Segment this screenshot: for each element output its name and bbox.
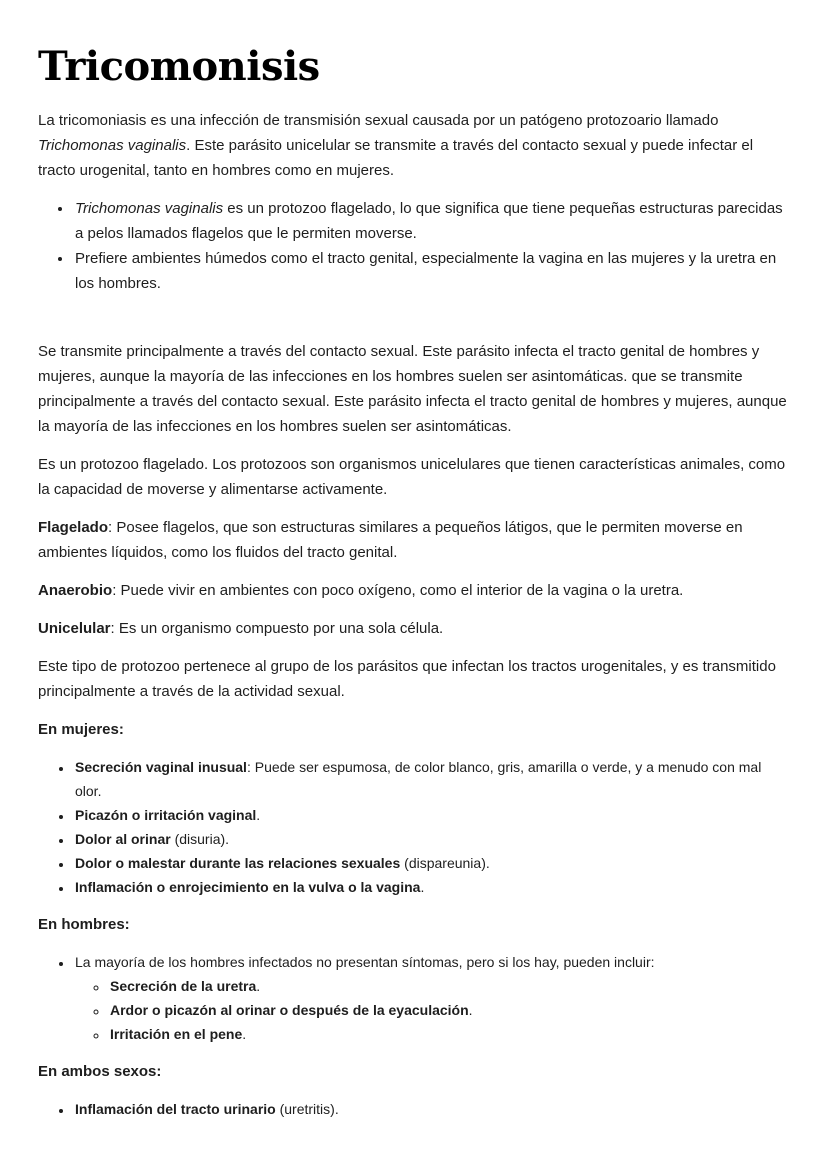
bullet-list bbox=[38, 950, 790, 1046]
text-run: Flagelado bbox=[38, 519, 109, 536]
text-run: : Puede ser espumosa, de color blanco, gris, amarilla o verde, y a menudo con mal olor. bbox=[75, 759, 762, 799]
text-run: La mayoría de los hombres infectados no presentan síntomas, pero si los hay, pueden incluir: bbox=[75, 954, 655, 970]
text-run: es un protozoo flagelado, lo que significa que tiene pequeñas estructuras parecidas a pelos llamados flagelos que le permiten moverse. bbox=[75, 200, 783, 242]
text-run: . Este parásito unicelular se transmite a través del contacto sexual y puede infectar el tracto urogenital, tanto en hombres como en mujeres. bbox=[38, 137, 754, 179]
paragraph bbox=[38, 654, 790, 704]
text-run: Unicelular bbox=[38, 620, 111, 637]
text-run: Dolor o malestar durante las relaciones sexuales bbox=[75, 855, 401, 871]
text-run: (disuria). bbox=[170, 831, 230, 847]
text-run: Irritación en el pene bbox=[110, 1026, 243, 1042]
text-run: En ambos sexos: bbox=[38, 1063, 162, 1080]
text-run: Trichomonas vaginalis bbox=[75, 200, 224, 217]
bullet-list bbox=[38, 755, 790, 899]
text-run: Picazón o irritación vaginal bbox=[75, 807, 257, 823]
text-run: Dolor al orinar bbox=[75, 831, 171, 847]
sub-list-item bbox=[108, 974, 790, 998]
text-run: (dispareunia). bbox=[400, 855, 490, 871]
text-run: Ardor o picazón al orinar o después de la eyaculación bbox=[110, 1002, 469, 1018]
sub-list-item bbox=[108, 998, 790, 1022]
text-run: Inflamación o enrojecimiento en la vulva o la vagina bbox=[75, 879, 421, 895]
document-body bbox=[38, 108, 790, 1121]
text-run: : Puede vivir en ambientes con poco oxígeno, como el interior de la vagina o la uretra. bbox=[112, 582, 684, 599]
paragraph bbox=[38, 578, 790, 603]
text-run: Anaerobio bbox=[38, 582, 113, 599]
text-run: En mujeres: bbox=[38, 721, 124, 738]
list-item bbox=[73, 875, 790, 899]
list-item bbox=[73, 1097, 790, 1121]
bullet-list bbox=[38, 196, 790, 296]
text-run: . bbox=[256, 978, 261, 994]
text-run: . bbox=[420, 879, 425, 895]
text-run: La tricomoniasis es una infección de transmisión sexual causada por un patógeno protozoario llamado bbox=[38, 112, 719, 129]
sub-list-item bbox=[108, 1022, 790, 1046]
list-item bbox=[73, 246, 790, 296]
text-run: : Es un organismo compuesto por una sola célula. bbox=[110, 620, 444, 637]
paragraph bbox=[38, 452, 790, 502]
section-heading bbox=[38, 912, 790, 937]
sub-bullet-list bbox=[75, 974, 790, 1046]
section-heading bbox=[38, 1059, 790, 1084]
bullet-list bbox=[38, 1097, 790, 1121]
paragraph bbox=[38, 515, 790, 565]
text-run: Trichomonas vaginalis bbox=[38, 137, 187, 154]
paragraph bbox=[38, 616, 790, 641]
text-run: Este tipo de protozoo pertenece al grupo de los parásitos que infectan los tractos urogenitales, y es transmitido principalmente a través de la actividad sexual. bbox=[38, 658, 776, 700]
text-run: Inflamación del tracto urinario bbox=[75, 1101, 276, 1117]
list-item bbox=[73, 851, 790, 875]
text-run: (uretritis). bbox=[275, 1101, 339, 1117]
text-run: : Posee flagelos, que son estructuras similares a pequeños látigos, que le permiten moverse en ambientes líquidos, como los fluidos del tracto genital. bbox=[38, 519, 743, 561]
list-item bbox=[73, 827, 790, 851]
text-run: . bbox=[468, 1002, 473, 1018]
list-item bbox=[73, 755, 790, 803]
text-run: Prefiere ambientes húmedos como el tracto genital, especialmente la vagina en las mujeres y la uretra en los hombres. bbox=[75, 250, 777, 292]
text-run: . bbox=[242, 1026, 247, 1042]
list-item bbox=[73, 196, 790, 246]
text-run: Es un protozoo flagelado. Los protozoos son organismos unicelulares que tienen características animales, como la capacidad de moverse y alimentarse activamente. bbox=[38, 456, 786, 498]
section-heading bbox=[38, 717, 790, 742]
text-run: Secreción vaginal inusual bbox=[75, 759, 247, 775]
list-item bbox=[73, 803, 790, 827]
paragraph bbox=[38, 339, 790, 439]
paragraph bbox=[38, 108, 790, 183]
text-run: En hombres: bbox=[38, 916, 130, 933]
document-title: Tricomonisis bbox=[38, 43, 320, 90]
text-run: Secreción de la uretra bbox=[110, 978, 257, 994]
blank-line bbox=[38, 309, 790, 339]
text-run: Se transmite principalmente a través del contacto sexual. Este parásito infecta el tracto genital de hombres y mujeres, aunque la mayoría de las infecciones en los hombres suelen ser asintomáticas. que se transmite principalmente a través del contacto sexual. Este parásito infecta el tracto genital de hombres y mujeres, aunque la mayoría de las infecciones en los hombres suelen ser asintomáticas. bbox=[38, 343, 787, 435]
list-item bbox=[73, 950, 790, 1046]
text-run: . bbox=[256, 807, 261, 823]
